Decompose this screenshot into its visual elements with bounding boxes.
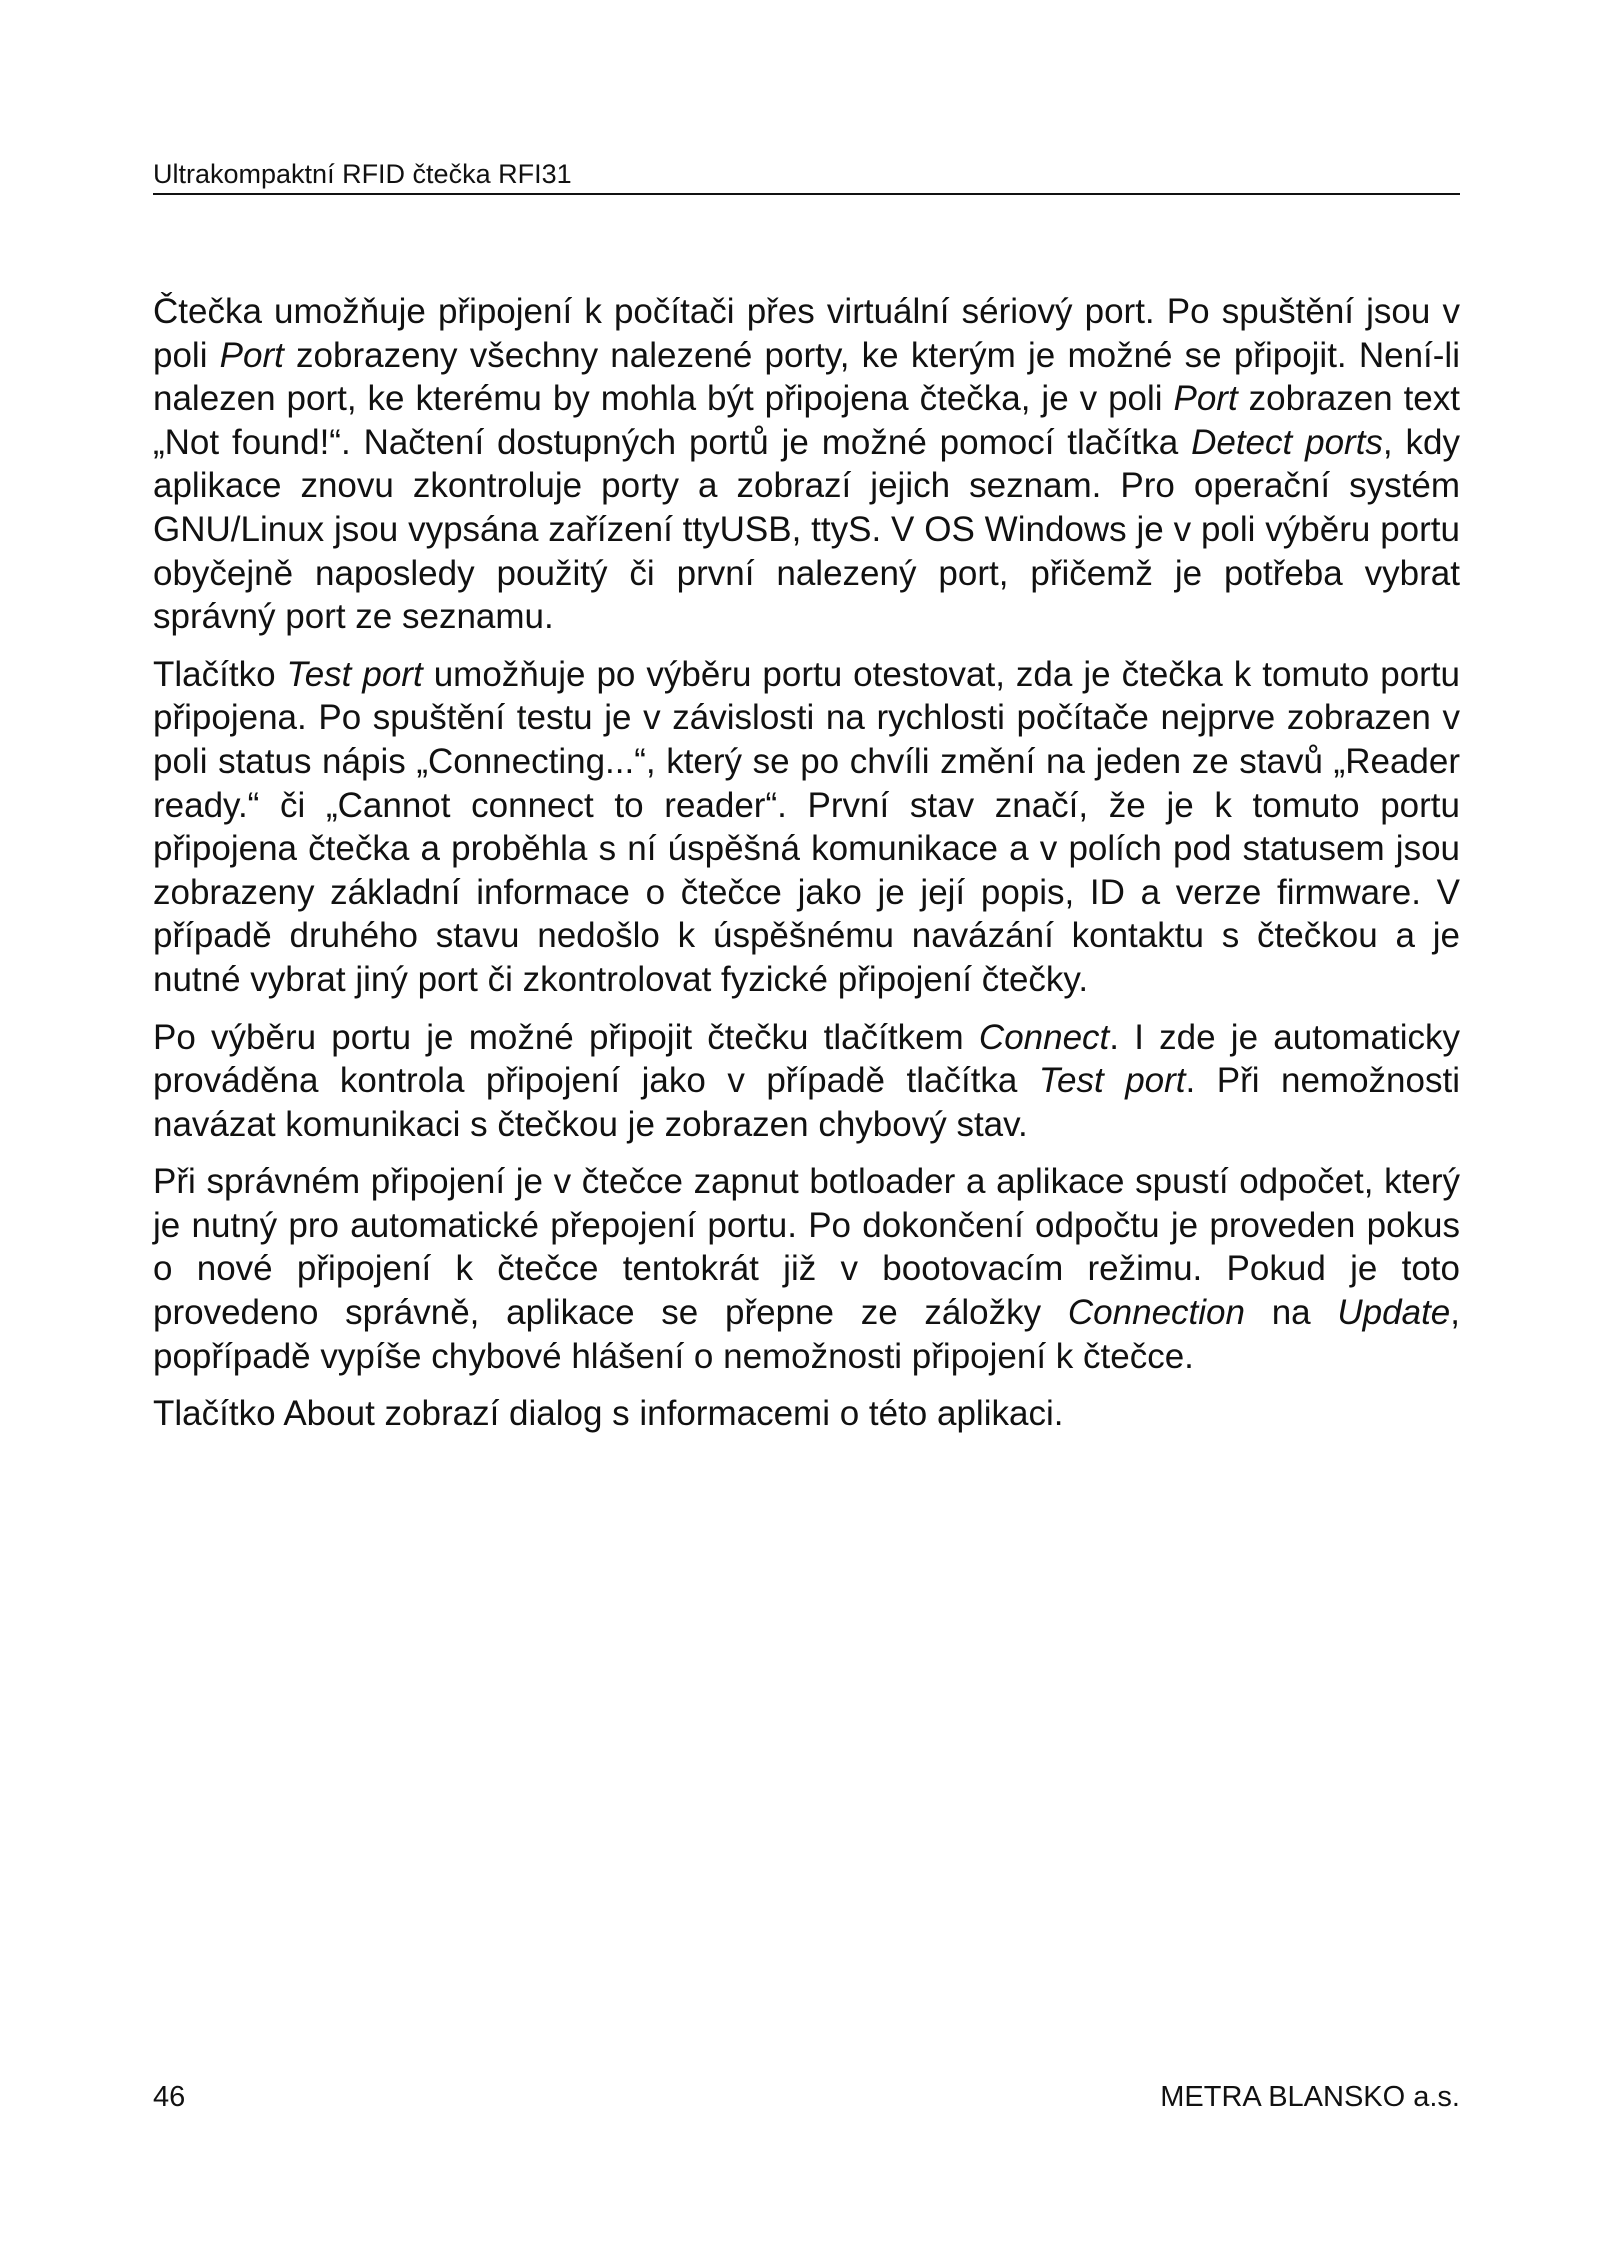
text-run: , kdy aplikace znovu zkontroluje porty a zobrazí jejich seznam. Pro operační systém GNU/Linux jsou vypsána zařízení ttyUSB, ttyS. V OS Windows je v poli výběru portu obyčejně naposledy použitý či první nalezený port, přičemž je potřeba vybrat správný port ze seznamu. <box>153 422 1460 637</box>
text-run: Tlačítko <box>153 654 287 694</box>
term-connect: Connect <box>978 1017 1110 1057</box>
header-title: Ultrakompaktní RFID čtečka RFI31 <box>153 159 572 189</box>
term-port: Port <box>219 335 284 375</box>
page-header <box>153 155 1460 195</box>
paragraph-about <box>153 1392 1460 1436</box>
term-connection: Connection <box>1067 1293 1245 1333</box>
text-run: zobrazeny všechny nalezené porty, ke kterým je možné se připojit. Není-li nalezen port, ke kterému by mohla být připojena čtečka, je v poli <box>153 335 1460 419</box>
page-content <box>153 290 1460 1450</box>
page-number: 46 <box>153 2081 186 2113</box>
term-port: Port <box>1173 379 1238 419</box>
text-run: umožňuje po výběru portu otestovat, zda je čtečka k tomuto portu připojena. Po spuštění testu je v závislosti na rychlosti počítače nejprve zobrazen v poli status nápis „Connecting...“, který se po chvíli změní na jeden ze stavů „Reader ready.“ či „Cannot connect to reader“. První stav značí, že je k tomuto portu připojena čtečka a proběhla s ní úspěšná komunikace a v polích pod statusem jsou zobrazeny základní informace o čtečce jako je její popis, ID a verze firmware. V případě druhého stavu nedošlo k úspěšnému navázání kontaktu s čtečkou a je nutné vybrat jiný port či zkontrolovat fyzické připojení čtečky. <box>153 654 1461 999</box>
paragraph-bootloader <box>153 1160 1460 1378</box>
paragraph-connect <box>153 1016 1460 1147</box>
term-test-port: Test port <box>286 654 423 694</box>
footer-company: METRA BLANSKO a.s. <box>1160 2081 1460 2113</box>
text-run: Čtečka umožňuje připojení k počítači přes virtuální sériový port. Po spuštění jsou v poli <box>153 292 1460 375</box>
text-run: Po výběru portu je možné připojit čtečku tlačítkem <box>153 1017 979 1057</box>
term-detect-ports: Detect ports <box>1191 422 1383 462</box>
text-run: . Při nemožnosti navázat komunikaci s čtečkou je zobrazen chybový stav. <box>153 1061 1460 1144</box>
text-run: Tlačítko About zobrazí dialog s informacemi o této aplikaci. <box>153 1394 1064 1434</box>
paragraph-test-port <box>153 653 1460 1002</box>
paragraph-port-selection <box>153 290 1460 639</box>
text-run: Při správném připojení je v čtečce zapnut botloader a aplikace spustí odpočet, který je nutný pro automatické přepojení portu. Po dokončení odpočtu je proveden pokus o nové připojení k čtečce tentokrát již v bootovacím režimu. Pokud je toto provedeno správně, aplikace se přepne ze záložky <box>153 1162 1460 1333</box>
text-run: na <box>1244 1293 1338 1333</box>
text-run: . I zde je automaticky prováděna kontrola připojení jako v případě tlačítka <box>153 1017 1461 1101</box>
term-test-port: Test port <box>1038 1061 1186 1101</box>
text-run: , popřípadě vypíše chybové hlášení o nemožnosti připojení k čtečce. <box>153 1293 1460 1376</box>
term-update: Update <box>1337 1293 1451 1333</box>
text-run: zobrazen text „Not found!“. Načtení dostupných portů je možné pomocí tlačítka <box>153 379 1460 462</box>
